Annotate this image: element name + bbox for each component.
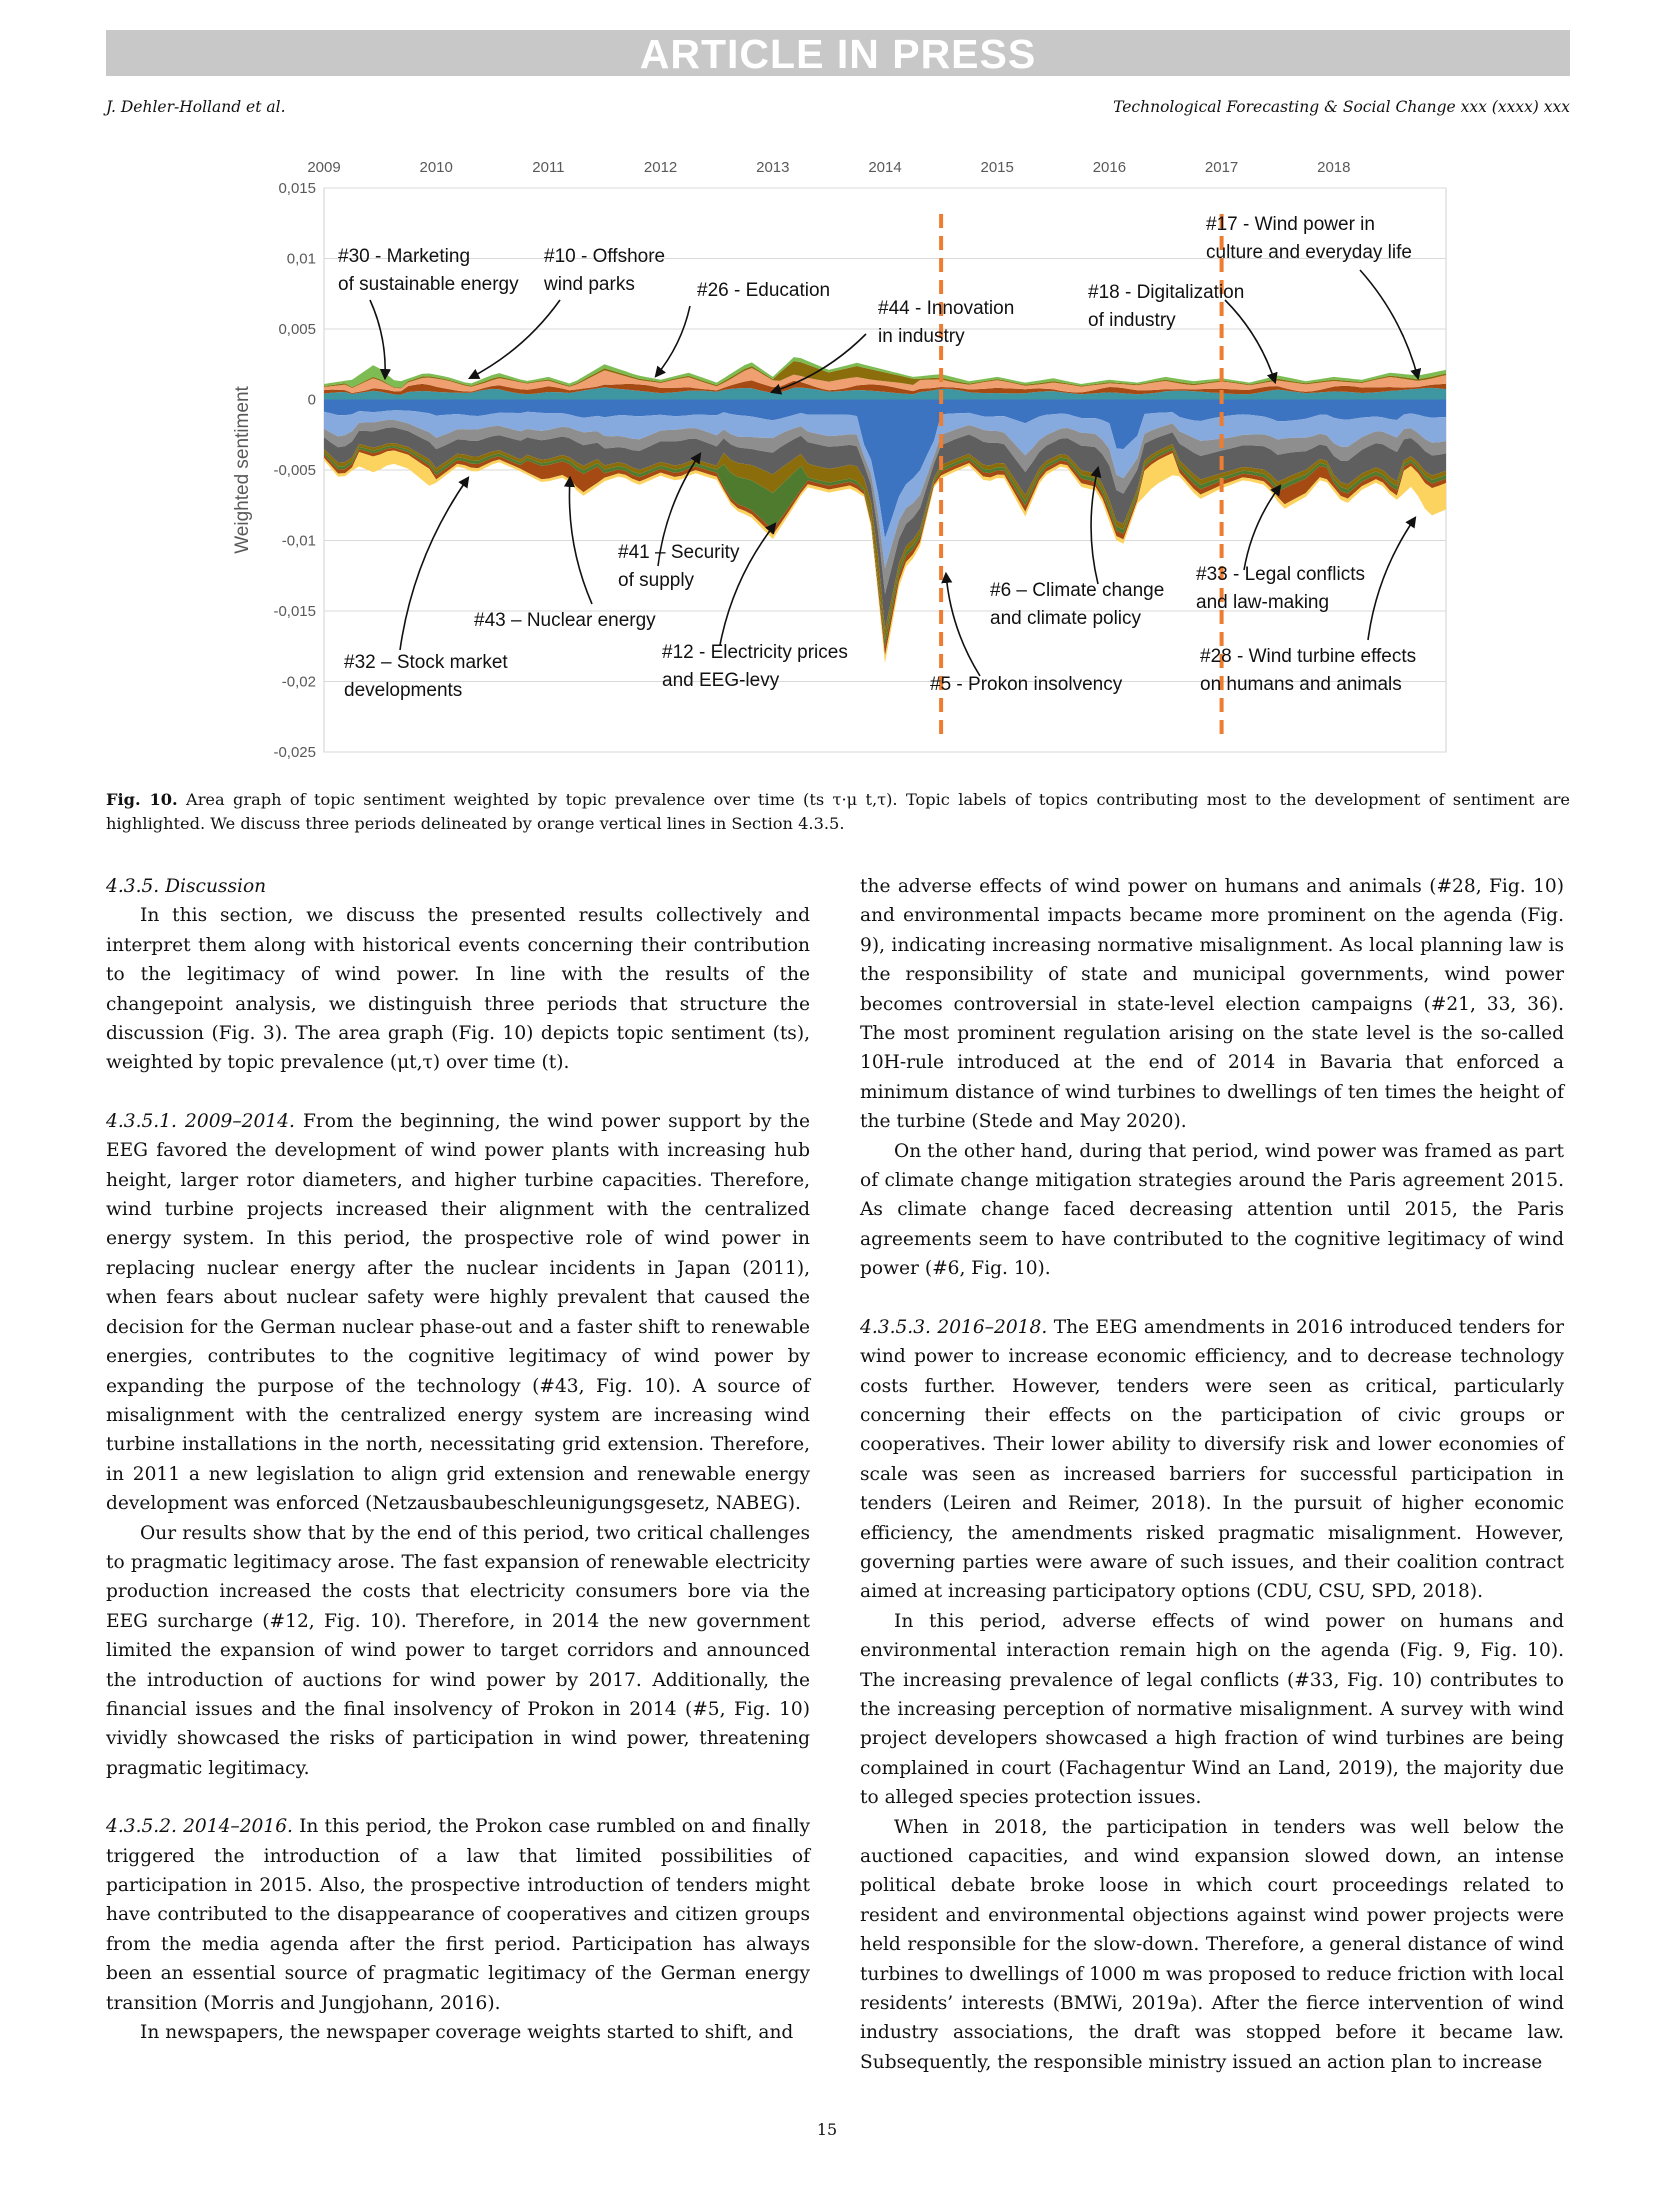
annotation-label: #30 - Marketing xyxy=(338,246,471,267)
paragraph-adverse-effects: the adverse effects of wind power on humans and animals (#28, Fig. 10) and environmental impacts became more prominent on the agenda (Fig. 9), indicating increasing normative misalignment. As local planning law is the responsibility of state and municipal governments, wind power becomes controversial in state-level election campaigns (#21, 33, 36). The most prominent regulation arising on the state level is the so-called 10H-rule introduced at the end of 2014 in Bavaria that enforced a minimum distance of wind turbines to dwellings of ten times the height of the turbine (Stede and May 2020). xyxy=(860,876,1564,1133)
x-tick-label: 2015 xyxy=(980,159,1014,176)
paragraph-pragmatic-challenges: Our results show that by the end of this period, two critical challenges to pragmatic legitimacy arose. The fast expansion of renewable electricity production increased the costs that electricity consumers bore via the EEG surcharge (#12, Fig. 10). Therefore, in 2014 the new government limited the expansion of wind power to target corridors and announced the introduction of auctions for wind power by 2017. Additionally, the financial issues and the final insolvency of Prokon in 2014 (#5, Fig. 10) vividly showcased the risks of participation in wind power, threatening pragmatic legitimacy. xyxy=(106,1522,810,1779)
figure-caption xyxy=(106,788,1570,836)
running-header-authors: J. Dehler-Holland et al. xyxy=(106,98,286,116)
x-tick-label: 2013 xyxy=(756,159,790,176)
running-header-journal: Technological Forecasting & Social Change xxx (xxxx) xxx xyxy=(1113,98,1570,116)
annotation-label: #18 - Digitalization xyxy=(1088,282,1245,303)
article-in-press-banner: ARTICLE IN PRESS xyxy=(106,30,1570,76)
x-tick-labels xyxy=(307,159,1350,176)
annotation-label: #43 – Nuclear energy xyxy=(474,610,656,631)
annotation-label: of supply xyxy=(618,570,695,591)
y-axis-label: Weighted sentiment xyxy=(232,386,253,554)
x-tick-label: 2009 xyxy=(307,159,341,176)
annotation-label: #17 - Wind power in xyxy=(1206,214,1375,235)
annotation-label: #32 – Stock market xyxy=(344,652,508,673)
annotation-label: #5 - Prokon insolvency xyxy=(930,674,1123,695)
annotation-label: culture and everyday life xyxy=(1206,242,1412,263)
section-4-3-5-2-title: 4.3.5.2. 2014–2016. xyxy=(106,1816,293,1838)
y-tick-label: 0 xyxy=(307,391,316,409)
annotation-label: developments xyxy=(344,680,463,701)
annotation-label: wind parks xyxy=(544,274,635,295)
figure-10-area-chart xyxy=(0,0,1654,770)
paragraph-2018-debate: When in 2018, the participation in tenders was well below the auctioned capacities, and wind expansion slowed down, an intense political debate broke loose in which court proceedings related to resident and environmental objections against wind power projects were held responsible for the slow-down. Therefore, a general distance of wind turbines to dwellings of 1000 m was proposed to reduce friction with local residents’ interests (BMWi, 2019a). After the fierce intervention of wind industry associations, the draft was stopped before it became law. Subsequently, the responsible ministry issued an action plan to increase xyxy=(860,1816,1564,2073)
annotation-label: #6 – Climate change xyxy=(990,580,1165,601)
y-tick-label: -0,015 xyxy=(273,603,316,620)
y-tick-label: -0,025 xyxy=(273,744,316,761)
x-tick-label: 2018 xyxy=(1317,159,1351,176)
annotation-label: of industry xyxy=(1088,310,1176,331)
annotation-label: of sustainable energy xyxy=(338,274,519,295)
annotation-label: and EEG-levy xyxy=(662,670,780,691)
paragraph-2016-2018: The EEG amendments in 2016 introduced tenders for wind power to increase economic efficiency, and to decrease technology costs further. However, tenders were seen as critical, particularly concerning their effects on the participation of civic groups or cooperatives. Their lower ability to diversify risk and lower economies of scale was seen as increased barriers for successful participation in tenders (Leiren and Reimer, 2018). In the pursuit of higher economic efficiency, the amendments risked pragmatic misalignment. However, governing parties were aware of such issues, and their coalition contract aimed at increasing participatory options (CDU, CSU, SPD, 2018). xyxy=(860,1316,1564,1603)
caption-label: Fig. 10. xyxy=(106,790,178,809)
x-tick-label: 2016 xyxy=(1092,159,1127,176)
y-tick-label: -0,01 xyxy=(281,532,316,550)
y-tick-label: 0,01 xyxy=(286,250,316,268)
caption-text: Area graph of topic sentiment weighted by topic prevalence over time (ts τ·μ t,τ). Topic labels of topics contributing most to the development of sentiment are highlighted. We discuss three periods delineated by orange vertical lines in Section 4.3.5. xyxy=(106,790,1570,833)
section-4-3-5-1-title: 4.3.5.1. 2009–2014. xyxy=(106,1110,295,1132)
y-tick-labels xyxy=(273,180,316,761)
x-tick-label: 2010 xyxy=(419,159,453,176)
annotation-label: on humans and animals xyxy=(1200,674,1402,695)
x-tick-label: 2014 xyxy=(868,159,902,176)
x-tick-label: 2011 xyxy=(532,159,565,176)
annotation-label: #28 - Wind turbine effects xyxy=(1200,646,1417,667)
right-column xyxy=(860,872,1564,2077)
annotation-label: and law-making xyxy=(1196,592,1330,613)
y-tick-label: -0,005 xyxy=(273,462,316,479)
paragraph-2014-2016: In this period, the Prokon case rumbled on and finally triggered the introduction of a law that limited possibilities of participation in 2015. Also, the prospective introduction of tenders might have contributed to the disappearance of cooperatives and citizen groups from the media agenda after the first period. Participation has always been an essential source of pragmatic legitimacy of the German energy transition (Morris and Jungjohann, 2016). xyxy=(106,1816,811,2014)
y-tick-label: 0,005 xyxy=(278,321,316,338)
annotation-label: #44 - Innovation xyxy=(878,298,1015,319)
paragraph-discussion-intro: In this section, we discuss the presented results collectively and interpret them along with historical events concerning their contribution to the legitimacy of wind power. In line with the results of the changepoint analysis, we distinguish three periods that structure the discussion (Fig. 3). The area graph (Fig. 10) depicts topic sentiment (ts), weighted by topic prevalence (μt,τ) over time (t). xyxy=(106,905,810,1074)
page-number: 15 xyxy=(816,2120,838,2139)
annotation-label: #10 - Offshore xyxy=(544,246,666,267)
x-tick-label: 2012 xyxy=(643,159,678,176)
annotation-label: #41 – Security xyxy=(618,542,740,563)
left-column xyxy=(106,872,810,2047)
section-4-3-5-title: 4.3.5. Discussion xyxy=(106,876,267,897)
paragraph-newspapers: In newspapers, the newspaper coverage weights started to shift, and xyxy=(140,2022,794,2044)
y-tick-label: -0,02 xyxy=(281,673,316,691)
paragraph-legal-conflicts: In this period, adverse effects of wind power on humans and environmental interaction remain high on the agenda (Fig. 9, Fig. 10). The increasing prevalence of legal conflicts (#33, Fig. 10) contributes to the increasing perception of normative misalignment. A survey with wind project developers showcased a high fraction of wind turbines are being complained in court (Fachagentur Wind an Land, 2019), the majority due to alleged species protection issues. xyxy=(860,1610,1564,1809)
annotation-label: in industry xyxy=(878,326,965,347)
paragraph-2009-2014: From the beginning, the wind power support by the EEG favored the development of wind power plants with increasing hub height, larger rotor diameters, and higher turbine capacities. Therefore, wind turbine projects increased their alignment with the centralized energy system. In this period, the prospective role of wind power in replacing nuclear energy after the nuclear incidents in Japan (2011), when fears about nuclear safety were highly prevalent that caused the decision for the German nuclear phase-out and a faster shift to renewable energies, contributes to the cognitive legitimacy of wind power by expanding the purpose of the technology (#43, Fig. 10). A source of misalignment with the centralized energy system are increasing wind turbine installations in the north, necessitating grid extension. Therefore, in 2011 a new legislation to align grid extension and renewable energy development was enforced (Netzausbaubeschleunigungsgesetz, NABEG). xyxy=(106,1110,811,1515)
annotation-label: #12 - Electricity prices xyxy=(662,642,848,663)
paragraph-climate-change: On the other hand, during that period, wind power was framed as part of climate change mitigation strategies around the Paris agreement 2015. As climate change faced decreasing attention until 2015, the Paris agreements seem to have contributed to the cognitive legitimacy of wind power (#6, Fig. 10). xyxy=(860,1140,1564,1280)
annotation-label: and climate policy xyxy=(990,608,1142,629)
annotation-label: #33 - Legal conflicts xyxy=(1196,564,1365,585)
y-tick-label: 0,015 xyxy=(278,180,316,197)
section-4-3-5-3-title: 4.3.5.3. 2016–2018. xyxy=(860,1316,1048,1338)
annotation-label: #26 - Education xyxy=(697,280,831,301)
x-tick-label: 2017 xyxy=(1204,159,1239,176)
